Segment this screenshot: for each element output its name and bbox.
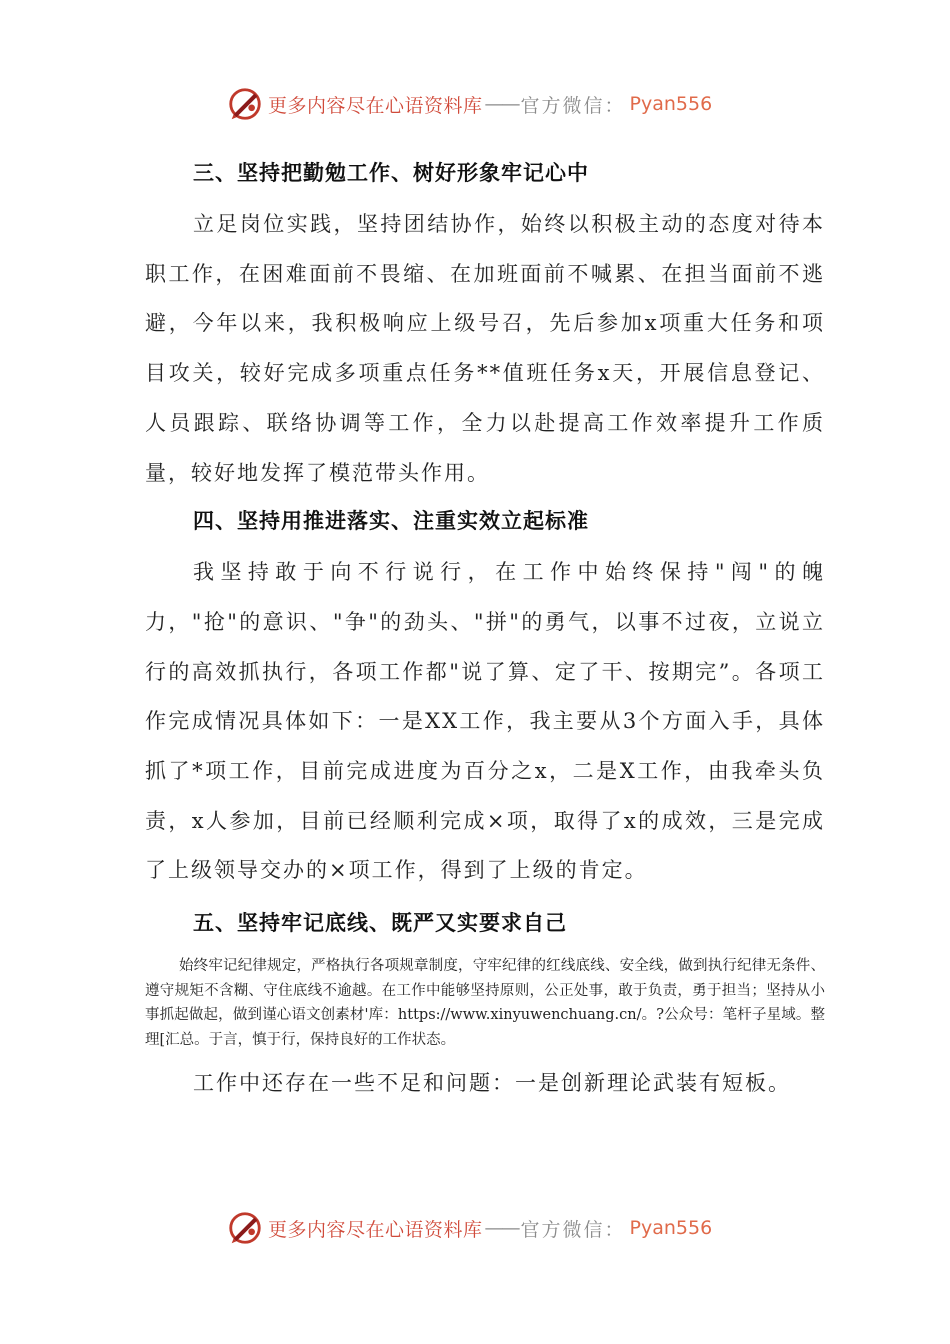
banner-title: 更多内容尽在心语资料库 [268, 94, 483, 117]
banner-wechat-id: Pyan556 [629, 93, 713, 115]
section-heading-5: 五、坚持牢记底线、既严又实要求自己 [193, 911, 567, 936]
section-paragraph-5: 始终牢记纪律规定，严格执行各项规章制度，守牢纪律的红线底线、安全线，做到执行纪律无条件、遵守规矩不含糊、守住底线不逾越。在工作中能够坚持原则，公正处事，敢于负责，勇于担当；坚持从小事抓起做起，做到谨心语文创素材'库：https://www.xinyuwenchuang.cn/。?公众号：笔杆子星域。整理[汇总。于言，慎于行，保持良好的工作状态。 [145, 958, 825, 1048]
banner-separator: —— [484, 93, 519, 115]
banner-title: 更多内容尽在心语资料库 [268, 1218, 483, 1241]
pen-seal-logo-icon [226, 1209, 264, 1247]
closing-paragraph: 工作中还存在一些不足和问题：一是创新理论武装有短板。 [193, 1070, 791, 1095]
document-body [145, 150, 825, 1108]
section-heading-4: 四、坚持用推进落实、注重实效立起标准 [193, 509, 589, 534]
section-heading-3: 三、坚持把勤勉工作、树好形象牢记心中 [193, 161, 589, 185]
pen-seal-logo-icon [226, 85, 264, 123]
banner-wechat-id: Pyan556 [629, 1217, 713, 1239]
footer-watermark-banner [226, 1208, 746, 1248]
section-paragraph-3: 立足岗位实践，坚持团结协作，始终以积极主动的态度对待本职工作，在困难面前不畏缩、在加班面前不喊累、在担当面前不逃避，今年以来，我积极响应上级号召，先后参加x项重大任务和项目攻关，较好完成多项重点任务**值班任务x天，开展信息登记、人员跟踪、联络协调等工作，全力以赴提高工作效率提升工作质量，较好地发挥了模范带头作用。 [145, 212, 825, 485]
banner-label: 官方微信： [520, 94, 626, 117]
header-watermark-banner [226, 84, 746, 124]
section-paragraph-4: 我坚持敢于向不行说行，在工作中始终保持"闯"的魄力，"抢"的意识、"争"的劲头、"拼"的勇气，以事不过夜，立说立行的高效抓执行，各项工作都"说了算、定了干、按期完”。各项工作完成情况具体如下：一是XX工作，我主要从3个方面入手，具体抓了*项工作，目前完成进度为百分之x，二是X工作，由我牵头负责，x人参加，目前已经顺利完成×项，取得了x的成效，三是完成了上级领导交办的×项工作，得到了上级的肯定。 [145, 560, 825, 883]
banner-label: 官方微信： [520, 1218, 626, 1241]
banner-separator: —— [484, 1217, 519, 1239]
